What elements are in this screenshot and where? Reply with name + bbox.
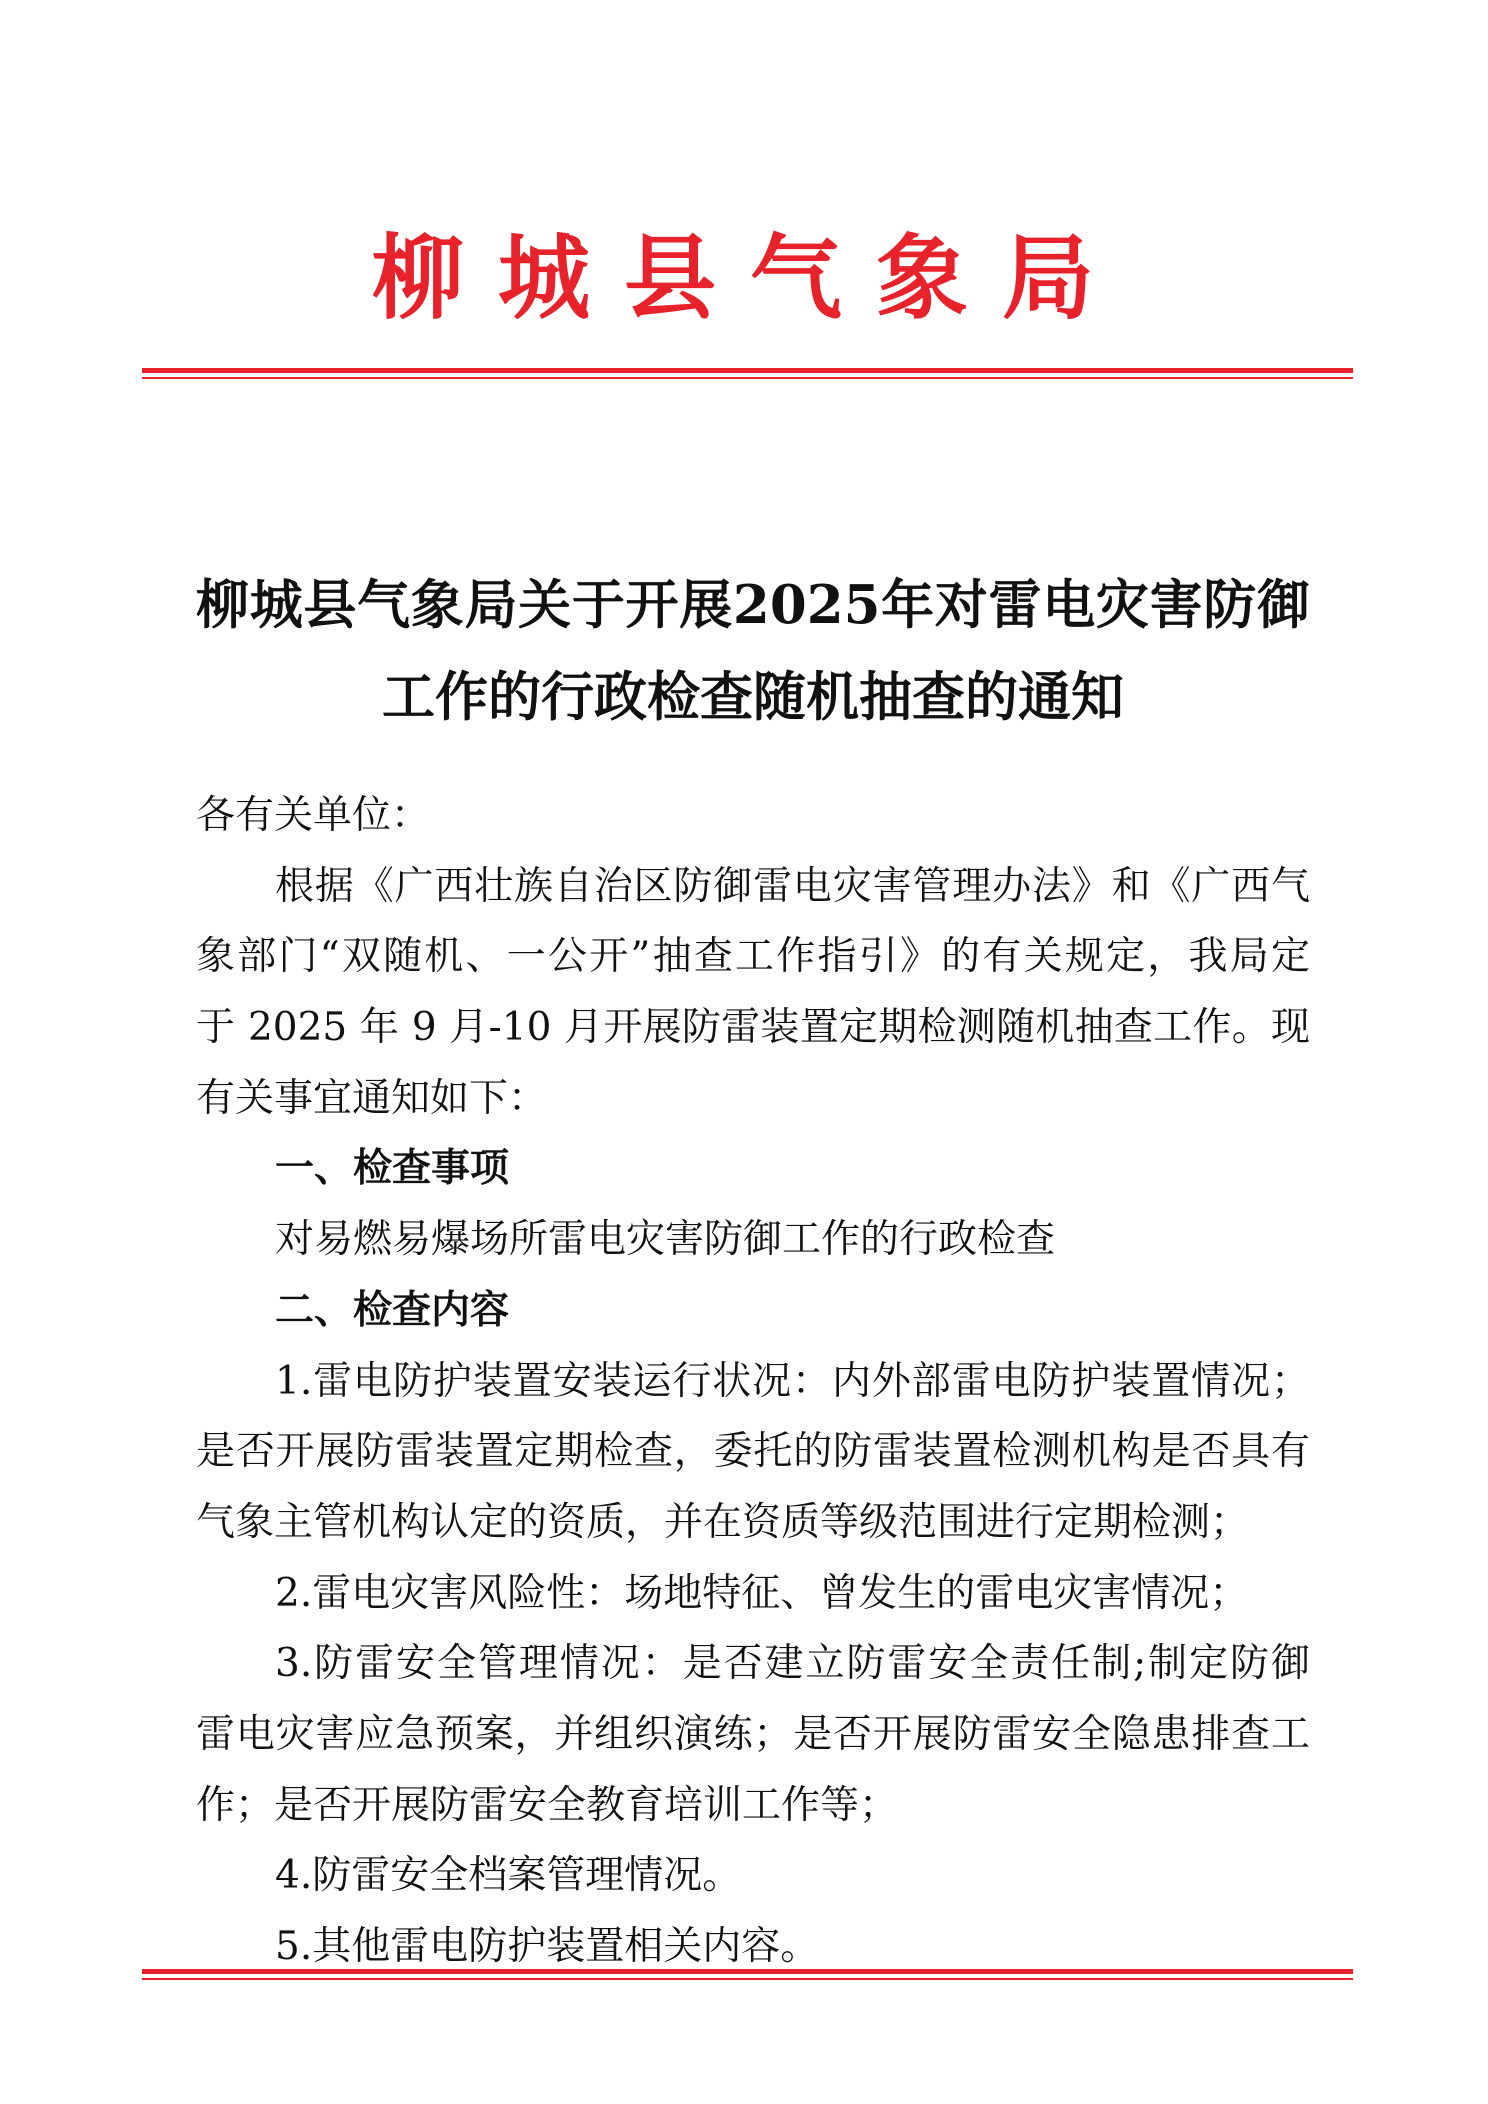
- content-item-1-line: 气象主管机构认定的资质，并在资质等级范围进行定期检测；: [196, 1499, 1250, 1545]
- agency-letterhead: 柳城县气象局: [372, 224, 1129, 332]
- section-text: 对易燃易爆场所雷电灾害防御工作的行政检查: [275, 1217, 1056, 1263]
- content-item-4-line: 4.防雷安全档案管理情况。: [275, 1853, 742, 1899]
- footer-divider-thick: [142, 1969, 1353, 1974]
- intro-line: 于 2025 年 9 月-10 月开展防雷装置定期检测随机抽查工作。现: [196, 1005, 1310, 1051]
- content-item-3-line: 作；是否开展防雷安全教育培训工作等；: [196, 1782, 899, 1828]
- content-item-3-line: 3.防雷安全管理情况：是否建立防雷安全责任制;制定防御: [275, 1641, 1310, 1687]
- header-divider-thin: [142, 377, 1353, 379]
- footer-divider-thin: [142, 1978, 1353, 1980]
- notice-body: [196, 781, 1310, 1983]
- content-item-3-line: 雷电灾害应急预案，并组织演练；是否开展防雷安全隐患排查工: [196, 1711, 1310, 1757]
- content-item-2-line: 2.雷电灾害风险性：场地特征、曾发生的雷电灾害情况；: [275, 1570, 1249, 1616]
- header-divider-thick: [142, 368, 1353, 373]
- content-item-1-line: 1.雷电防护装置安装运行状况：内外部雷电防护装置情况；: [275, 1358, 1310, 1404]
- content-item-5-line: 5.其他雷电防护装置相关内容。: [275, 1924, 820, 1969]
- intro-line: 有关事宜通知如下：: [196, 1075, 548, 1121]
- section-heading-inspection-matters: 一、检查事项: [275, 1146, 510, 1192]
- content-item-1-line: 是否开展防雷装置定期检查，委托的防雷装置检测机构是否具有: [196, 1429, 1310, 1475]
- section-heading-inspection-content: 二、检查内容: [275, 1287, 510, 1333]
- title-line-1: 柳城县气象局关于开展2025年对雷电灾害防御: [196, 574, 1310, 636]
- salutation: 各有关单位：: [196, 793, 431, 838]
- intro-line: 根据《广西壮族自治区防御雷电灾害管理办法》和《广西气: [275, 863, 1310, 909]
- intro-line: 象部门“双随机、一公开”抽查工作指引》的有关规定，我局定: [196, 934, 1310, 980]
- notice-title: [196, 559, 1310, 743]
- title-line-2: 工作的行政检查随机抽查的通知: [382, 666, 1124, 728]
